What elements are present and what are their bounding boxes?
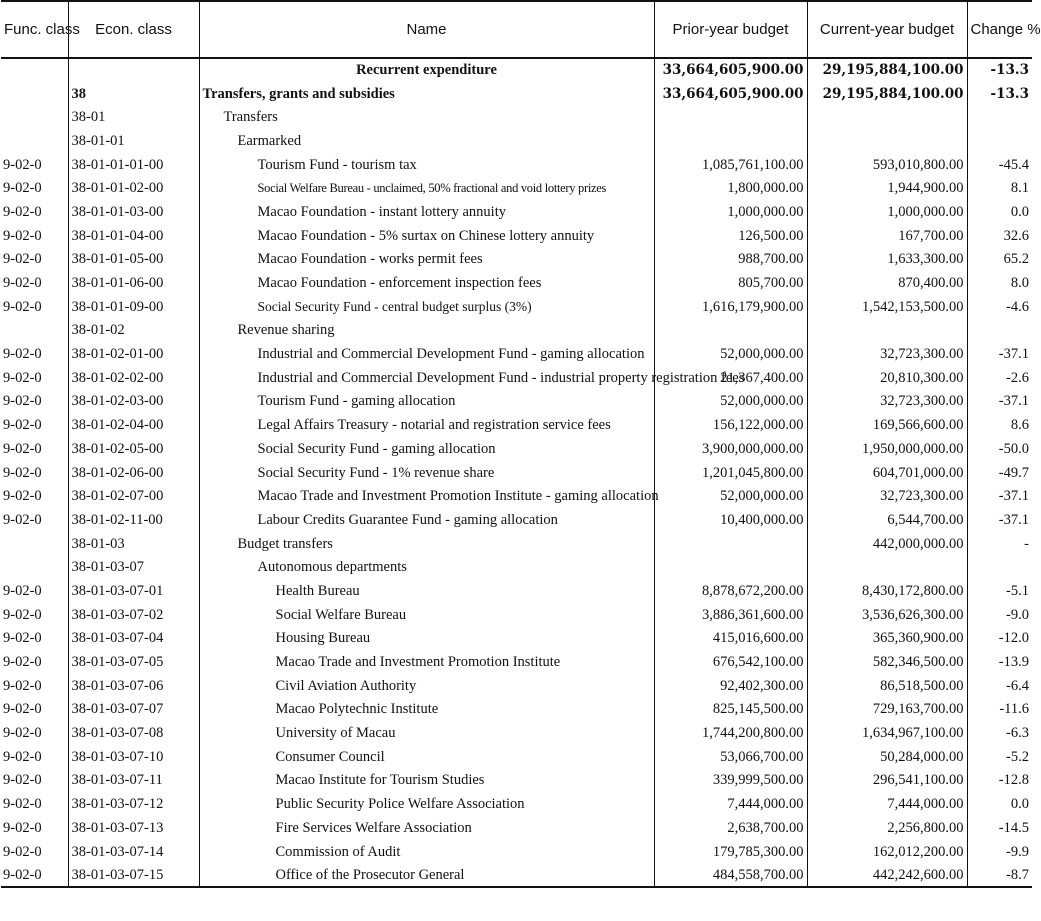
item-name-cell: Macao Foundation - enforcement inspection fees [199, 271, 654, 295]
change-pct-cell: - [967, 532, 1032, 556]
change-pct-cell: -2.6 [967, 366, 1032, 390]
economic-code-cell: 38-01-01-04-00 [68, 224, 199, 248]
func-cell [1, 555, 68, 579]
change-pct-cell: -8.7 [967, 863, 1032, 887]
item-name-cell: Social Security Fund - central budget surplus (3%) [199, 295, 654, 319]
curr-budget-cell: 86,518,500.00 [807, 674, 967, 698]
curr-budget-cell: 296,541,100.00 [807, 769, 967, 793]
prev-budget-cell [654, 129, 807, 153]
economic-code-cell: 38-01-03-07 [68, 555, 199, 579]
func-cell: 9-02-0 [1, 627, 68, 651]
economic-code-cell: 38-01-02-04-00 [68, 413, 199, 437]
curr-budget-cell: 442,000,000.00 [807, 532, 967, 556]
curr-budget-cell [807, 319, 967, 343]
curr-budget-cell: 1,944,900.00 [807, 176, 967, 200]
change-pct-cell: -6.3 [967, 721, 1032, 745]
func-cell: 9-02-0 [1, 200, 68, 224]
change-pct-cell: -13.9 [967, 650, 1032, 674]
prev-budget-cell: 156,122,000.00 [654, 413, 807, 437]
table-row [1, 176, 1032, 200]
table-row [1, 153, 1032, 177]
economic-code-cell: 38-01-01-06-00 [68, 271, 199, 295]
prev-budget-cell: 52,000,000.00 [654, 390, 807, 414]
table-row [1, 508, 1032, 532]
table-row [1, 295, 1032, 319]
table-body [1, 58, 1032, 887]
prev-budget-cell: 179,785,300.00 [654, 840, 807, 864]
change-pct-cell: -37.1 [967, 390, 1032, 414]
item-name-cell: Civil Aviation Authority [199, 674, 654, 698]
economic-code-cell: 38-01-03-07-07 [68, 698, 199, 722]
func-cell [1, 58, 68, 82]
change-pct-cell: 65.2 [967, 248, 1032, 272]
table-row [1, 461, 1032, 485]
table-row [1, 129, 1032, 153]
prev-budget-cell [654, 532, 807, 556]
economic-code-cell [68, 58, 199, 82]
table-row [1, 555, 1032, 579]
curr-budget-cell: 50,284,000.00 [807, 745, 967, 769]
table-header-row [1, 1, 1032, 58]
func-cell: 9-02-0 [1, 650, 68, 674]
item-name-cell: Macao Foundation - instant lottery annuity [199, 200, 654, 224]
budget-table [1, 0, 1041, 888]
curr-budget-cell: 2,256,800.00 [807, 816, 967, 840]
economic-code-cell: 38-01-03 [68, 532, 199, 556]
prev-budget-cell: 2,638,700.00 [654, 816, 807, 840]
economic-code-cell: 38-01-03-07-04 [68, 627, 199, 651]
item-name-cell: Autonomous departments [199, 555, 654, 579]
table-row [1, 698, 1032, 722]
change-pct-cell: 0.0 [967, 792, 1032, 816]
table-row [1, 650, 1032, 674]
prev-budget-cell: 92,402,300.00 [654, 674, 807, 698]
economic-code-cell: 38-01-01 [68, 129, 199, 153]
table-row [1, 674, 1032, 698]
economic-code-cell: 38-01-03-07-11 [68, 769, 199, 793]
table-row [1, 390, 1032, 414]
curr-budget-cell: 167,700.00 [807, 224, 967, 248]
func-cell: 9-02-0 [1, 698, 68, 722]
change-pct-cell [967, 319, 1032, 343]
economic-code-cell: 38-01-01-01-00 [68, 153, 199, 177]
economic-code-cell: 38-01-03-07-12 [68, 792, 199, 816]
header-name: Name [199, 1, 654, 58]
prev-budget-cell: 988,700.00 [654, 248, 807, 272]
change-pct-cell: -37.1 [967, 484, 1032, 508]
table-row [1, 319, 1032, 343]
item-name-cell: University of Macau [199, 721, 654, 745]
prev-budget-cell: 805,700.00 [654, 271, 807, 295]
header-curr-budget: Current-year budget [807, 1, 967, 58]
item-name-cell: Macao Foundation - works permit fees [199, 248, 654, 272]
economic-code-cell: 38-01-02 [68, 319, 199, 343]
curr-budget-cell: 582,346,500.00 [807, 650, 967, 674]
change-pct-cell: 8.0 [967, 271, 1032, 295]
curr-budget-cell: 870,400.00 [807, 271, 967, 295]
func-cell: 9-02-0 [1, 816, 68, 840]
table-row [1, 721, 1032, 745]
economic-code-cell: 38-01-03-07-02 [68, 603, 199, 627]
item-name-cell: Industrial and Commercial Development Fund - gaming allocation [199, 342, 654, 366]
prev-budget-cell: 3,886,361,600.00 [654, 603, 807, 627]
item-name-cell: Earmarked [199, 129, 654, 153]
curr-budget-cell: 32,723,300.00 [807, 390, 967, 414]
curr-budget-cell: 1,542,153,500.00 [807, 295, 967, 319]
change-pct-cell: -5.2 [967, 745, 1032, 769]
func-cell: 9-02-0 [1, 840, 68, 864]
economic-code-cell: 38-01-03-07-10 [68, 745, 199, 769]
change-pct-cell: -49.7 [967, 461, 1032, 485]
func-cell: 9-02-0 [1, 769, 68, 793]
economic-code-cell: 38-01-01-03-00 [68, 200, 199, 224]
curr-budget-cell: 29,195,884,100.00 [807, 82, 967, 106]
economic-code-cell: 38-01-02-02-00 [68, 366, 199, 390]
economic-code-cell: 38-01-02-07-00 [68, 484, 199, 508]
table-row [1, 863, 1032, 887]
table-row [1, 224, 1032, 248]
prev-budget-cell: 676,542,100.00 [654, 650, 807, 674]
prev-budget-cell: 1,744,200,800.00 [654, 721, 807, 745]
change-pct-cell: -37.1 [967, 508, 1032, 532]
table-row [1, 58, 1032, 82]
func-cell: 9-02-0 [1, 271, 68, 295]
change-pct-cell: -45.4 [967, 153, 1032, 177]
curr-budget-cell: 6,544,700.00 [807, 508, 967, 532]
prev-budget-cell: 33,664,605,900.00 [654, 58, 807, 82]
curr-budget-cell [807, 105, 967, 129]
header-change-pct: Change % [967, 1, 1032, 58]
economic-code-cell: 38-01-02-11-00 [68, 508, 199, 532]
item-name-cell: Macao Trade and Investment Promotion Institute - gaming allocation [199, 484, 654, 508]
item-name-cell: Tourism Fund - tourism tax [199, 153, 654, 177]
table-row [1, 792, 1032, 816]
table-row [1, 603, 1032, 627]
item-name-cell: Industrial and Commercial Development Fund - industrial property registration fees [199, 366, 654, 390]
table-row [1, 82, 1032, 106]
func-cell [1, 319, 68, 343]
table-row [1, 484, 1032, 508]
prev-budget-cell: 825,145,500.00 [654, 698, 807, 722]
func-cell: 9-02-0 [1, 224, 68, 248]
item-name-cell: Tourism Fund - gaming allocation [199, 390, 654, 414]
change-pct-cell: -6.4 [967, 674, 1032, 698]
item-name-cell: Housing Bureau [199, 627, 654, 651]
change-pct-cell: -13.3 [967, 82, 1032, 106]
item-name-cell: Transfers, grants and subsidies [199, 82, 654, 106]
change-pct-cell: -4.6 [967, 295, 1032, 319]
item-name-cell: Health Bureau [199, 579, 654, 603]
item-name-cell: Social Security Fund - gaming allocation [199, 437, 654, 461]
change-pct-cell [967, 105, 1032, 129]
curr-budget-cell [807, 129, 967, 153]
item-name-cell: Fire Services Welfare Association [199, 816, 654, 840]
change-pct-cell: -12.8 [967, 769, 1032, 793]
func-cell: 9-02-0 [1, 176, 68, 200]
prev-budget-cell: 1,000,000.00 [654, 200, 807, 224]
item-name-cell: Legal Affairs Treasury - notarial and registration service fees [199, 413, 654, 437]
func-cell: 9-02-0 [1, 721, 68, 745]
curr-budget-cell: 365,360,900.00 [807, 627, 967, 651]
item-name-cell: Macao Polytechnic Institute [199, 698, 654, 722]
prev-budget-cell: 415,016,600.00 [654, 627, 807, 651]
prev-budget-cell: 10,400,000.00 [654, 508, 807, 532]
curr-budget-cell: 442,242,600.00 [807, 863, 967, 887]
func-cell: 9-02-0 [1, 295, 68, 319]
prev-budget-cell: 126,500.00 [654, 224, 807, 248]
func-cell: 9-02-0 [1, 792, 68, 816]
economic-code-cell: 38-01-01-09-00 [68, 295, 199, 319]
economic-code-cell: 38-01-02-01-00 [68, 342, 199, 366]
curr-budget-cell: 3,536,626,300.00 [807, 603, 967, 627]
curr-budget-cell: 32,723,300.00 [807, 342, 967, 366]
func-cell [1, 532, 68, 556]
curr-budget-cell: 593,010,800.00 [807, 153, 967, 177]
table-row [1, 105, 1032, 129]
prev-budget-cell: 1,616,179,900.00 [654, 295, 807, 319]
economic-code-cell: 38-01-03-07-01 [68, 579, 199, 603]
func-cell: 9-02-0 [1, 248, 68, 272]
table-row [1, 437, 1032, 461]
table-row [1, 200, 1032, 224]
economic-code-cell: 38-01-01-05-00 [68, 248, 199, 272]
change-pct-cell: -9.9 [967, 840, 1032, 864]
economic-code-cell: 38-01 [68, 105, 199, 129]
table-row [1, 366, 1032, 390]
item-name-cell: Social Welfare Bureau [199, 603, 654, 627]
func-cell [1, 105, 68, 129]
curr-budget-cell: 162,012,200.00 [807, 840, 967, 864]
change-pct-cell: -5.1 [967, 579, 1032, 603]
func-cell: 9-02-0 [1, 674, 68, 698]
economic-code-cell: 38-01-03-07-06 [68, 674, 199, 698]
prev-budget-cell: 53,066,700.00 [654, 745, 807, 769]
curr-budget-cell: 20,810,300.00 [807, 366, 967, 390]
change-pct-cell: -11.6 [967, 698, 1032, 722]
curr-budget-cell: 1,634,967,100.00 [807, 721, 967, 745]
change-pct-cell: 8.6 [967, 413, 1032, 437]
curr-budget-cell: 7,444,000.00 [807, 792, 967, 816]
prev-budget-cell [654, 319, 807, 343]
func-cell: 9-02-0 [1, 461, 68, 485]
item-name-cell: Public Security Police Welfare Association [199, 792, 654, 816]
prev-budget-cell: 3,900,000,000.00 [654, 437, 807, 461]
item-name-cell: Revenue sharing [199, 319, 654, 343]
item-name-cell: Social Welfare Bureau - unclaimed, 50% fractional and void lottery prizes [199, 176, 654, 200]
item-name-cell: Transfers [199, 105, 654, 129]
prev-budget-cell: 7,444,000.00 [654, 792, 807, 816]
economic-code-cell: 38-01-01-02-00 [68, 176, 199, 200]
economic-code-cell: 38-01-03-07-08 [68, 721, 199, 745]
func-cell: 9-02-0 [1, 484, 68, 508]
prev-budget-cell: 8,878,672,200.00 [654, 579, 807, 603]
curr-budget-cell: 8,430,172,800.00 [807, 579, 967, 603]
table-row [1, 745, 1032, 769]
prev-budget-cell: 1,201,045,800.00 [654, 461, 807, 485]
item-name-cell: Social Security Fund - 1% revenue share [199, 461, 654, 485]
item-name-cell: Consumer Council [199, 745, 654, 769]
change-pct-cell: -37.1 [967, 342, 1032, 366]
prev-budget-cell: 33,664,605,900.00 [654, 82, 807, 106]
prev-budget-cell: 484,558,700.00 [654, 863, 807, 887]
curr-budget-cell: 604,701,000.00 [807, 461, 967, 485]
economic-code-cell: 38-01-02-05-00 [68, 437, 199, 461]
economic-code-cell: 38 [68, 82, 199, 106]
item-name-cell: Recurrent expenditure [199, 58, 654, 82]
func-cell: 9-02-0 [1, 745, 68, 769]
change-pct-cell: -50.0 [967, 437, 1032, 461]
func-cell [1, 82, 68, 106]
header-functional-class: Func. class [1, 1, 68, 58]
item-name-cell: Office of the Prosecutor General [199, 863, 654, 887]
curr-budget-cell: 29,195,884,100.00 [807, 58, 967, 82]
prev-budget-cell: 21,367,400.00 [654, 366, 807, 390]
curr-budget-cell: 729,163,700.00 [807, 698, 967, 722]
change-pct-cell: 0.0 [967, 200, 1032, 224]
change-pct-cell: -14.5 [967, 816, 1032, 840]
func-cell: 9-02-0 [1, 413, 68, 437]
economic-code-cell: 38-01-02-06-00 [68, 461, 199, 485]
economic-code-cell: 38-01-03-07-13 [68, 816, 199, 840]
item-name-cell: Macao Institute for Tourism Studies [199, 769, 654, 793]
prev-budget-cell: 52,000,000.00 [654, 484, 807, 508]
item-name-cell: Budget transfers [199, 532, 654, 556]
func-cell [1, 129, 68, 153]
curr-budget-cell: 1,000,000.00 [807, 200, 967, 224]
table-row [1, 248, 1032, 272]
func-cell: 9-02-0 [1, 863, 68, 887]
table-row [1, 627, 1032, 651]
change-pct-cell: 32.6 [967, 224, 1032, 248]
table-row [1, 342, 1032, 366]
func-cell: 9-02-0 [1, 437, 68, 461]
item-name-cell: Commission of Audit [199, 840, 654, 864]
item-name-cell: Macao Trade and Investment Promotion Institute [199, 650, 654, 674]
change-pct-cell: -13.3 [967, 58, 1032, 82]
prev-budget-cell: 1,085,761,100.00 [654, 153, 807, 177]
curr-budget-cell: 1,633,300.00 [807, 248, 967, 272]
func-cell: 9-02-0 [1, 342, 68, 366]
change-pct-cell: -9.0 [967, 603, 1032, 627]
change-pct-cell: -12.0 [967, 627, 1032, 651]
prev-budget-cell [654, 105, 807, 129]
table-row [1, 271, 1032, 295]
table-row [1, 816, 1032, 840]
table-row [1, 840, 1032, 864]
table-row [1, 769, 1032, 793]
change-pct-cell [967, 555, 1032, 579]
table-row [1, 532, 1032, 556]
func-cell: 9-02-0 [1, 603, 68, 627]
func-cell: 9-02-0 [1, 508, 68, 532]
curr-budget-cell: 169,566,600.00 [807, 413, 967, 437]
table-row [1, 413, 1032, 437]
header-prev-budget: Prior-year budget [654, 1, 807, 58]
table-row [1, 579, 1032, 603]
change-pct-cell: 8.1 [967, 176, 1032, 200]
economic-code-cell: 38-01-03-07-14 [68, 840, 199, 864]
prev-budget-cell: 1,800,000.00 [654, 176, 807, 200]
func-cell: 9-02-0 [1, 579, 68, 603]
prev-budget-cell [654, 555, 807, 579]
prev-budget-cell: 339,999,500.00 [654, 769, 807, 793]
economic-code-cell: 38-01-02-03-00 [68, 390, 199, 414]
item-name-cell: Labour Credits Guarantee Fund - gaming allocation [199, 508, 654, 532]
func-cell: 9-02-0 [1, 153, 68, 177]
curr-budget-cell [807, 555, 967, 579]
economic-code-cell: 38-01-03-07-05 [68, 650, 199, 674]
func-cell: 9-02-0 [1, 390, 68, 414]
economic-code-cell: 38-01-03-07-15 [68, 863, 199, 887]
curr-budget-cell: 1,950,000,000.00 [807, 437, 967, 461]
change-pct-cell [967, 129, 1032, 153]
func-cell: 9-02-0 [1, 366, 68, 390]
prev-budget-cell: 52,000,000.00 [654, 342, 807, 366]
header-economic-class: Econ. class [68, 1, 199, 58]
curr-budget-cell: 32,723,300.00 [807, 484, 967, 508]
item-name-cell: Macao Foundation - 5% surtax on Chinese lottery annuity [199, 224, 654, 248]
